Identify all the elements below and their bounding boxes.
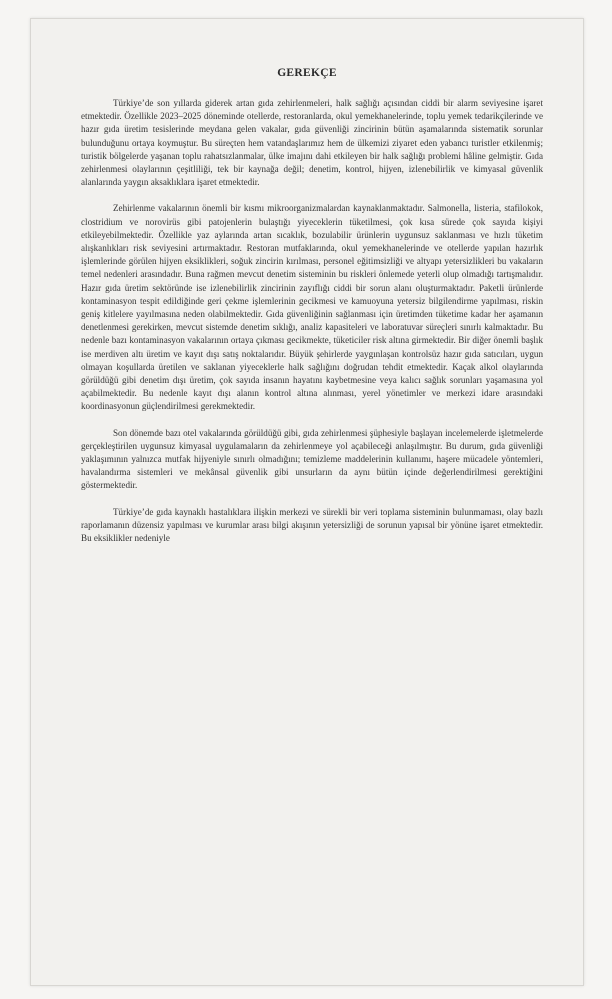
document-body xyxy=(81,97,543,558)
paragraph-1: Türkiye’de son yıllarda giderek artan gıda zehirlenmeleri, halk sağlığı açısından ciddi bir alarm seviyesine işaret etmektedir. Özellikle 2023–2025 döneminde otellerde, restoranlarda, okul yemekhanelerinde, toplu yemek tedarikçilerinde ve hazır gıda üretim tesislerinde meydana gelen vakalar, gıda güvenliği zincirinin bütün aşamalarında sistematik sorunlar bulunduğunu ortaya koymuştur. Bu süreçten hem vatandaşlarımız hem de ülkemizi ziyaret eden yabancı turistler etkilenmiş; turistik bölgelerde yaşanan toplu rahatsızlanmalar, ülke imajını dahi etkileyen bir halk sağlığı problemi hâline gelmiştir. Gıda zehirlenmesi olaylarının çeşitliliği, tek bir kaynağa değil; denetim, kontrol, hijyen, izlenebilirlik ve kimyasal güvenlik alanlarında yaygın aksaklıklara işaret etmektedir. xyxy=(81,98,543,188)
paragraph-2: Zehirlenme vakalarının önemli bir kısmı mikroorganizmalardan kaynaklanmaktadır. Salmonella, listeria, stafilokok, clostridium ve norovirüs gibi patojenlerin bulaştığı yiyeceklerin tüketilmesi, çok kısa sürede çok sayıda kişiyi etkileyebilmektedir. Özellikle yaz aylarında artan sıcaklık, bozulabilir ürünlerin uygunsuz saklanması ve hızlı tüketim alışkanlıkları risk seviyesini artırmaktadır. Restoran mutfaklarında, okul yemekhanelerinde ve otellerde yapılan hazırlık işlemlerinde görülen hijyen eksiklikleri, soğuk zincirin kırılması, personel eğitimsizliği ve altyapı yetersizlikleri bu vakaların temel nedenleri arasındadır. Buna rağmen mevcut denetim sisteminin bu riskleri önlemede yeterli olup olmadığı tartışmalıdır. Hazır gıda üretim sektöründe ise izlenebilirlik zincirinin zayıflığı ciddi bir sorun alanı oluşturmaktadır. Paketli ürünlerde kontaminasyon tespit edildiğinde geri çekme işlemlerinin gecikmesi ve kamuoyuna yetersiz bilgilendirme yapılması, riskin geniş kitlelere yayılmasına neden olabilmektedir. Gıda güvenliğinin sağlanması için üretimden tüketime kadar her aşamanın denetlenmesi gerekirken, mevcut sistemde denetim sıklığı, analiz kapasiteleri ve laboratuvar süreçleri sınırlı kalmaktadır. Bu nedenle bazı kontaminasyon vakalarının ortaya çıkması gecikmekte, tüketiciler risk altına girmektedir. Bir diğer önemli başlık ise merdiven altı üretim ve kayıt dışı satış noktalarıdır. Büyük şehirlerde yaygınlaşan kontrolsüz hazır gıda satıcıları, uygun olmayan koşullarda üretilen ve saklanan yiyeceklerle halk sağlığını doğrudan tehdit etmektedir. Kaçak alkol olaylarında görüldüğü gibi denetim dışı üretim, çok sayıda insanın hayatını kaybetmesine veya kalıcı sağlık sorunları yaşamasına yol açabilmektedir. Bu nedenle kayıt dışı alanın kontrol altına alınması, yerel yönetimler ve merkezi idare arasındaki koordinasyonun güçlendirilmesi gerekmektedir. xyxy=(81,203,543,412)
document-page xyxy=(30,18,584,986)
paragraph-3: Son dönemde bazı otel vakalarında görüldüğü gibi, gıda zehirlenmesi şüphesiyle başlayan incelemelerde işletmelerde gerçekleştirilen uygunsuz kimyasal uygulamaların da zehirlenmeye yol açabileceği anlaşılmıştır. Bu durum, gıda güvenliği yaklaşımının yalnızca mutfak hijyeniyle sınırlı olmadığını; temizleme maddelerinin kullanımı, haşere mücadele yöntemleri, havalandırma sistemleri ve mekânsal güvenlik gibi unsurların da aynı bütün içinde değerlendirilmesi gerektiğini göstermektedir. xyxy=(81,427,543,491)
paragraph-4: Türkiye’de gıda kaynaklı hastalıklara ilişkin merkezi ve sürekli bir veri toplama sisteminin bulunmaması, olay bazlı raporlamanın düzensiz yapılması ve kurumlar arası bilgi akışının yetersizliği de sorunun yapısal bir yönüne işaret etmektedir. Bu eksiklikler nedeniyle xyxy=(81,506,543,544)
document-title: GEREKÇE xyxy=(277,67,337,79)
